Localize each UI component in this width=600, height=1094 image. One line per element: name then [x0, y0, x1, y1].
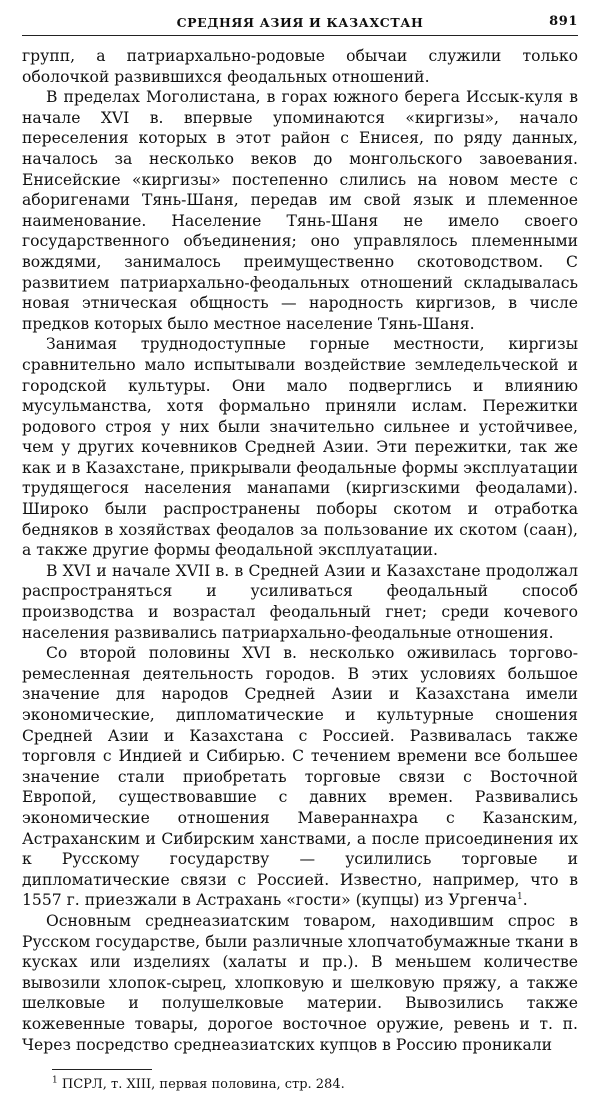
paragraph-5-text: Со второй половины XVI в. несколько оживилась торгово-ремесленная деятельность городов. В этих условиях большое значение для народов Средней Азии и Казахстана имели экономические, дипломатические и культурные сношения Средней Азии и Казахстана с Россией. Развивалась также торговля с Индией и Сибирью. С течением времени все большее значение стали приобретать торговые связи с Восточной Европой, существовавшие с давних времен. Развивались экономические отношения Мавераннахра с Казанским, Астраханским и Сибирским ханствами, а после присоединения их к Русскому государству — усилились торговые и дипломатические связи с Россией. Известно, например, что в 1557 г. приезжали в Астрахань «гости» (купцы) из Ургенча [22, 644, 578, 910]
running-head [22, 12, 578, 34]
paragraph-1: групп, а патриархально-родовые обычаи служили только оболочкой развившихся феодальных отношений. [22, 47, 578, 86]
footnote-rule [52, 1069, 152, 1070]
paragraph-5: Со второй половины XVI в. несколько оживилась торгово-ремесленная деятельность городов. В этих условиях большое значение для народов Средней Азии и Казахстана имели экономические, дипломатические и культурные сношения Средней Азии и Казахстана с Россией. Развивалась также торговля с Индией и Сибирью. С течением времени все большее значение стали приобретать торговые связи с Восточной Европой, существовавшие с давних времен. Развивались экономические отношения Мавераннахра с Казанским, Астраханским и Сибирским ханствами, а после присоединения их к Русскому государству — усилились торговые и дипломатические связи с Россией. Известно, например, что в 1557 г. приезжали в Астрахань «гости» (купцы) из Ургенча$^1$. [22, 644, 578, 910]
running-title: СРЕДНЯЯ АЗИЯ И КАЗАХСТАН [176, 15, 424, 30]
paragraph-3: Занимая труднодоступные горные местности, киргизы сравнительно мало испытывали воздействие земледельческой и городской культуры. Они мало подверглись и влиянию мусульманства, хотя формально приняли ислам. Пережитки родового строя у них были значительно сильнее и устойчивее, чем у других кочевников Средней Азии. Эти пережитки, так же как и в Казахстане, прикрывали феодальные формы эксплуатации трудящегося населения манапами (киргизскими феодалами). Широко были распространены поборы скотом и отработка бедняков в хозяйствах феодалов за пользование их скотом (саан), а также другие формы феодальной эксплуатации. [22, 335, 578, 560]
header-rule [22, 35, 578, 36]
paragraph-4: В XVI и начале XVII в. в Средней Азии и Казахстане продолжал распространяться и усиливаться феодальный способ производства и возрастал феодальный гнет; среди кочевого населения развивались патриархально-феодальные отношения. [22, 561, 578, 642]
paragraph-2: В пределах Моголистана, в горах южного берега Иссык-куля в начале XVI в. впервые упоминаются «киргизы», начало переселения которых в этот район с Енисея, по ряду данных, началось за несколько веков до монгольского завоевания. Енисейские «киргизы» постепенно слились на новом месте с аборигенами Тянь-Шаня, передав им свой язык и племенное наименование. Население Тянь-Шаня не имело своего государственного объединения; оно управлялось племенными вождями, занималось преимущественно скотоводством. С развитием патриархально-феодальных отношений складывалась новая этническая общность — народность киргизов, в числе предков которых было местное население Тянь-Шаня. [22, 88, 578, 333]
body-text [22, 46, 578, 1055]
footnote [22, 1076, 578, 1094]
footnote-marker: 1 [52, 1075, 58, 1086]
book-page [22, 12, 578, 1094]
page-number: 891 [549, 14, 578, 29]
footnote-reference: 1 [516, 892, 523, 903]
paragraph-6: Основным среднеазиатским товаром, находившим спрос в Русском государстве, были различные хлопчатобумажные ткани в кусках или изделиях (халаты и пр.). В меньшем количестве вывозили хлопок-сырец, хлопковую и шелковую пряжу, а также шелковые и полушелковые материи. Вывозились также кожевенные товары, дорогое восточное оружие, ревень и т. п. Через посредство среднеазиатских купцов в Россию проникали [22, 911, 578, 1054]
footnote-text: ПСРЛ, т. XIII, первая половина, стр. 284. [61, 1077, 345, 1093]
